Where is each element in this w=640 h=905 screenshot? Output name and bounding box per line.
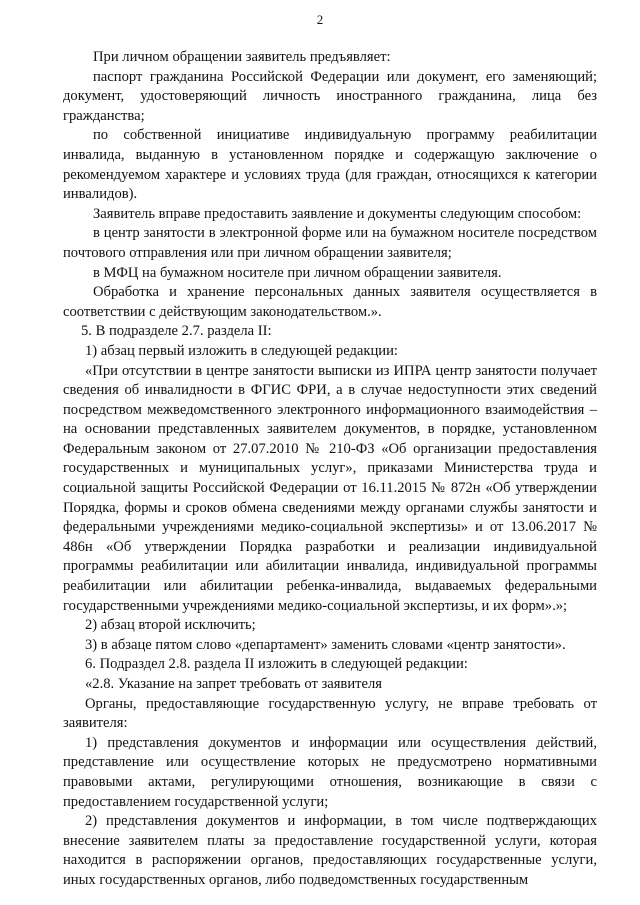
paragraph: паспорт гражданина Российской Федерации или документ, его заменяющий; документ, удостоверяющий личность иностранного гражданина, лица без гражданства; — [63, 68, 597, 124]
paragraph: Органы, предоставляющие государственную услугу, не вправе требовать от заявителя: — [63, 695, 597, 732]
paragraph: в центр занятости в электронной форме или на бумажном носителе посредством почтового отправления или при личном обращении заявителя; — [63, 225, 597, 261]
page-number: 2 — [316, 12, 324, 27]
paragraph: 1) представления документов и информации или осуществления действий, представление или осуществление которых не предусмотрено нормативными правовыми актами, регулирующими отношения, возникающие в связи с предоставлением государственной услуги; — [63, 734, 597, 810]
paragraph: 2) представления документов и информации, в том числе подтверждающих внесение заявителем платы за предоставление государственной услуги, которая находится в распоряжении органов, предоставляющих государственные услуги, иных государственных органов, либо подведомственных государственным — [63, 813, 597, 888]
paragraph: по собственной инициативе индивидуальную программу реабилитации инвалида, выданную в установленном порядке и содержащую заключение о рекомендуемом характере и условиях труда (для граждан, относящихся к категории инвалидов). — [63, 127, 597, 203]
paragraph: Обработка и хранение персональных данных заявителя осуществляется в соответствии с действующим законодательством.». — [63, 284, 597, 320]
paragraph: «2.8. Указание на запрет требовать от заявителя — [85, 676, 382, 692]
document-body — [63, 48, 597, 891]
paragraph: 2) абзац второй исключить; — [85, 617, 256, 634]
paragraph: 6. Подраздел 2.8. раздела II изложить в следующей редакции: — [85, 656, 468, 673]
paragraph: в МФЦ на бумажном носителе при личном обращении заявителя. — [93, 264, 502, 281]
paragraph: Заявитель вправе предоставить заявление и документы следующим способом: — [93, 205, 582, 222]
paragraph: 5. В подразделе 2.7. раздела II: — [81, 323, 272, 340]
paragraph: «При отсутствии в центре занятости выписки из ИПРА центр занятости получает сведения об инвалидности в ФГИС ФРИ, а в случае недоступности этих сведений посредством межведомственного электронного информационного взаимодействия – на основании представленных заявителем документов, в порядке, установленном Федеральным законом от 27.07.2010 № 210-ФЗ «Об организации предоставления государственных и муниципальных услуг», приказами Министерства труда и социальной защиты Российской Федерации от 16.11.2015 № 872н «Об утверждении Порядка, формы и сроков обмена сведениями между органами службы занятости и федеральными учреждениями медико-социальной экспертизы» и от 13.06.2017 № 486н «Об утверждении Порядка разработки и реализации индивидуальной программы реабилитации или абилитации инвалида, индивидуальной программы реабилитации или абилитации ребенка-инвалида, выдаваемых федеральными государственными учреждениями медико-социальной экспертизы, и их форм».»; — [63, 362, 597, 614]
paragraph: 1) абзац первый изложить в следующей редакции: — [85, 342, 398, 359]
paragraph: При личном обращении заявитель предъявляет: — [93, 49, 391, 65]
paragraph: 3) в абзаце пятом слово «департамент» заменить словами «центр занятости». — [85, 636, 566, 653]
